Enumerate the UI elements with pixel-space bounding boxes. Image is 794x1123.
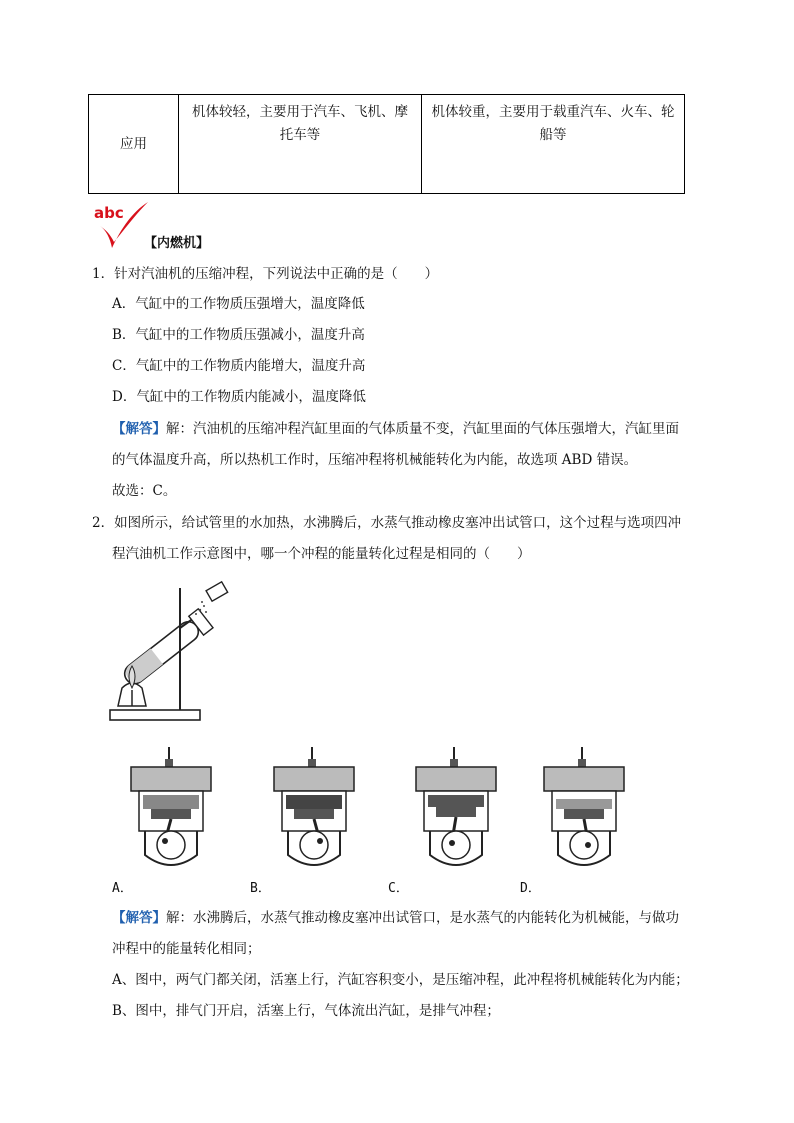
engine-diagram-a[interactable] <box>125 745 217 875</box>
option-label-c[interactable]: C． <box>388 881 409 896</box>
section-title: 【内燃机】 <box>144 236 210 251</box>
answer-text: 解：汽油机的压缩冲程汽缸里面的气体质量不变，汽缸里面的气体压强增大，汽缸里面 <box>166 421 679 437</box>
q2-stem-line-2: 程汽油机工作示意图中，哪一个冲程的能量转化过程是相同的（ ） <box>112 546 531 562</box>
q2-answer-line-4: B、图中，排气门开启，活塞上行，气体流出汽缸，是排气冲程； <box>112 1003 500 1019</box>
q1-answer-line-2: 的气体温度升高，所以热机工作时，压缩冲程将机械能转化为内能，故选项 ABD 错误。 <box>112 452 638 468</box>
answer-text: 解：水沸腾后，水蒸气推动橡皮塞冲出试管口，是水蒸气的内能转化为机械能，与做功 <box>166 910 679 926</box>
cell-text-line: 托车等 <box>279 127 321 143</box>
q1-option-d[interactable]: D．气缸中的工作物质内能减小，温度降低 <box>112 389 366 405</box>
engine-diagram-d[interactable] <box>538 745 630 875</box>
q2-answer-line-2: 冲程中的能量转化相同； <box>112 941 261 957</box>
row-label-cell <box>89 95 179 194</box>
engine-diagram-c[interactable] <box>410 745 502 875</box>
cell-text-line: 机体较重，主要用于载重汽车、火车、轮 <box>431 104 675 120</box>
option-label-a[interactable]: A． <box>112 881 133 896</box>
abc-check-logo <box>92 200 152 252</box>
logo-text: abc <box>94 204 124 222</box>
q1-option-b[interactable]: B．气缸中的工作物质压强减小，温度升高 <box>112 327 365 343</box>
gasoline-engine-cell <box>179 95 422 194</box>
q2-answer-line-3: A、图中，两气门都关闭，活塞上行，汽缸容积变小，是压缩冲程，此冲程将机械能转化为内能； <box>112 972 689 988</box>
q2-answer-line-1 <box>112 908 679 928</box>
cell-text-line: 机体较轻，主要用于汽车、飞机、摩 <box>192 104 408 120</box>
q1-choice: 故选：C。 <box>112 483 177 499</box>
q1-answer-line <box>112 419 679 439</box>
cell-text-line: 船等 <box>539 127 567 143</box>
q1-stem: 1．针对汽油机的压缩冲程，下列说法中正确的是（ ） <box>92 266 439 282</box>
q1-option-a[interactable]: A．气缸中的工作物质压强增大，温度降低 <box>112 296 365 312</box>
option-label-d[interactable]: D． <box>520 881 541 896</box>
row-label: 应用 <box>120 136 147 152</box>
q2-stem-line-1: 2．如图所示，给试管里的水加热，水沸腾后，水蒸气推动橡皮塞冲出试管口，这个过程与选项四冲 <box>92 515 682 531</box>
engine-comparison-table <box>88 94 685 194</box>
option-label-b[interactable]: B． <box>250 881 271 896</box>
engine-diagram-b[interactable] <box>268 745 360 875</box>
diesel-engine-cell <box>422 95 685 194</box>
answer-tag: 【解答】 <box>112 910 166 926</box>
q1-option-c[interactable]: C．气缸中的工作物质内能增大，温度升高 <box>112 358 366 374</box>
answer-tag: 【解答】 <box>112 421 166 437</box>
test-tube-apparatus-figure <box>108 578 238 728</box>
table-row <box>89 95 685 194</box>
